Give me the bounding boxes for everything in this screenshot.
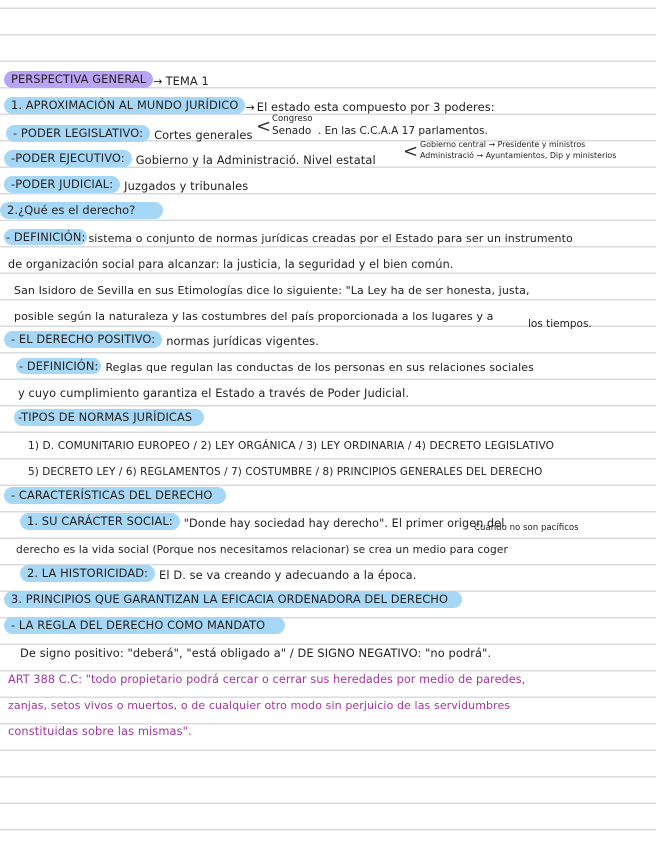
- hist-line: [20, 558, 656, 582]
- section-2-line: [0, 195, 656, 219]
- regla-line: [4, 610, 656, 634]
- title-line: [4, 64, 656, 88]
- social-line-2: [16, 532, 656, 556]
- section-3-heading: 3. PRINCIPIOS QUE GARANTIZAN LA EFICACIA ORDENADORA DEL DERECHO: [4, 591, 462, 608]
- definicion-line: [4, 221, 656, 245]
- pdef-label: - DEFINICIÓN:: [16, 358, 101, 374]
- section-2-heading: 2.¿Qué es el derecho?: [0, 202, 163, 219]
- isidoro-text-2: posible según la naturaleza y las costumbres del país proporcionada a los lugares y a: [14, 310, 494, 323]
- arrow-icon: →: [245, 101, 255, 114]
- social-text-2: derecho es la vida social (Porque nos necesitamos relacionar) se crea un medio para coger: [16, 544, 508, 556]
- legislativo-label: - PODER LEGISLATIVO:: [6, 125, 150, 142]
- caract-label: - CARACTERÍSTICAS DEL DERECHO: [4, 487, 226, 504]
- ejecutivo-label: -PODER EJECUTIVO:: [4, 150, 132, 167]
- caract-line: [4, 480, 656, 504]
- pdef-line-2: [18, 376, 656, 400]
- tipos-label: -TIPOS DE NORMAS JURÍDICAS: [14, 409, 204, 426]
- ejecutivo-bottom: Administració → Ayuntamientos, Dip y ministerios: [420, 151, 617, 160]
- section-3-line: [4, 584, 656, 608]
- legislativo-bottom: Senado: [272, 125, 312, 137]
- art-text-2: zanjas, setos vivos o muertos, o de cualquier otro modo sin perjuicio de las servidumbres: [8, 699, 511, 712]
- pdef-line: [16, 350, 656, 374]
- pdef-text-2: y cuyo cumplimiento garantiza el Estado a través de Poder Judicial.: [18, 386, 410, 400]
- social-text: "Donde hay sociedad hay derecho". El primer origen del: [183, 517, 505, 530]
- positivo-line: [4, 324, 656, 348]
- isidoro-text-3: los tiempos.: [528, 318, 592, 330]
- section-1-heading: 1. APROXIMACIÓN AL MUNDO JURÍDICO: [4, 97, 245, 114]
- tipos-text-2: 5) DECRETO LEY / 6) REGLAMENTOS / 7) COSTUMBRE / 8) PRINCIPIOS GENERALES DEL DERECHO: [28, 466, 543, 478]
- social-note: Cuando no son pacíficos: [474, 523, 579, 533]
- definicion-line-2: [8, 247, 656, 271]
- legislativo-top: Congreso: [272, 114, 313, 124]
- regla-label: - LA REGLA DEL DERECHO COMO MANDATO: [4, 617, 285, 634]
- hist-text: El D. se va creando y adecuando a la época.: [159, 568, 417, 582]
- bracket-icon: <: [256, 116, 272, 137]
- tipos-line: [14, 402, 656, 426]
- definicion-text: sistema o conjunto de normas jurídicas creadas por el Estado para ser un instrumento: [88, 232, 573, 245]
- topic-label: TEMA 1: [165, 74, 209, 88]
- art-text-1: ART 388 C.C: "todo propietario podrá cercar o cerrar sus heredades por medio de paredes,: [8, 673, 526, 686]
- positivo-text: normas jurídicas vigentes.: [166, 334, 319, 348]
- judicial-label: -PODER JUDICIAL:: [4, 176, 120, 193]
- bracket-icon: <: [403, 141, 419, 162]
- hist-label: 2. LA HISTORICIDAD:: [20, 565, 155, 582]
- definicion-text-2: de organización social para alcanzar: la justicia, la seguridad y el bien común.: [8, 258, 454, 271]
- judicial-line: [4, 169, 656, 193]
- tipos-line-1: [28, 428, 656, 452]
- social-label: 1. SU CARÁCTER SOCIAL:: [20, 513, 180, 530]
- art-line-1: [8, 662, 656, 686]
- ejecutivo-text: Gobierno y la Administració. Nivel estatal: [135, 153, 376, 167]
- pdef-text: Reglas que regulan las conductas de los personas en sus relaciones sociales: [105, 361, 535, 374]
- judicial-text: Juzgados y tribunales: [124, 179, 249, 193]
- legislativo-tail: . En las C.C.A.A 17 parlamentos.: [318, 125, 488, 137]
- signo-line: [20, 636, 656, 660]
- tipos-text-1: 1) D. COMUNITARIO EUROPEO / 2) LEY ORGÁNICA / 3) LEY ORDINARIA / 4) DECRETO LEGISLATIVO: [28, 440, 555, 452]
- section-1-line: [4, 90, 656, 114]
- positivo-label: - EL DERECHO POSITIVO:: [4, 331, 162, 348]
- isidoro-text: San Isidoro de Sevilla en sus Etimologías dice lo siguiente: "La Ley ha de ser honesta, justa,: [14, 284, 530, 297]
- art-text-3: constituidas sobre las mismas".: [8, 724, 192, 738]
- ejecutivo-top: Gobierno central → Presidente y ministros: [420, 140, 586, 149]
- arrow-icon: →: [153, 75, 163, 88]
- tipos-line-2: [28, 454, 656, 478]
- section-1-intro: El estado esta compuesto por 3 poderes:: [256, 100, 495, 114]
- art-line-3: [8, 714, 656, 738]
- art-line-2: [8, 688, 656, 712]
- definicion-label: - DEFINICIÓN:: [6, 230, 86, 244]
- isidoro-line: [14, 273, 656, 297]
- page-title: PERSPECTIVA GENERAL: [4, 71, 153, 88]
- legislativo-text: Cortes generales: [154, 128, 253, 142]
- signo-text: De signo positivo: "deberá", "está obligado a" / DE SIGNO NEGATIVO: "no podrá".: [20, 646, 492, 660]
